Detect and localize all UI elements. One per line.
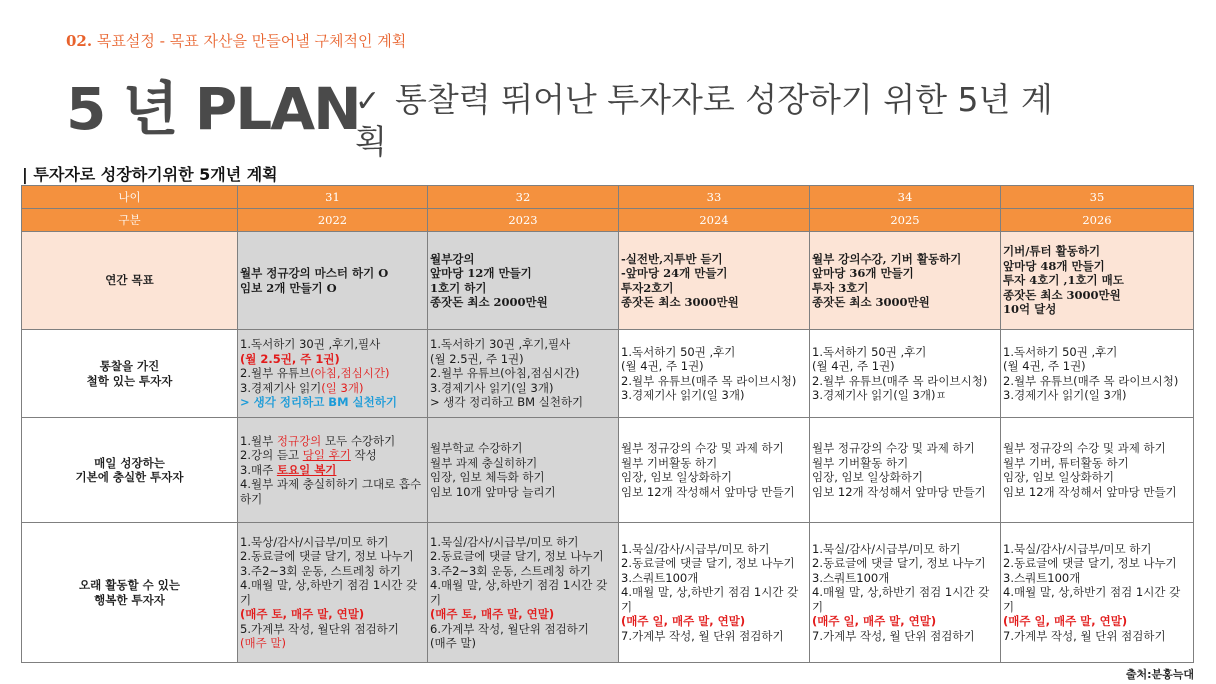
age-cell: 35 xyxy=(1001,186,1194,209)
year-cell: 2026 xyxy=(1001,209,1194,232)
goal-cell: -실전반,지투반 듣기 -앞마당 24개 만들기 투자2호기 종잣돈 최소 3000만원 xyxy=(619,232,810,330)
goal-cell: 기버/튜터 활동하기 앞마당 48개 만들기 투자 4호기 ,1호기 매도 종잣돈 최소 3000만원 10억 달성 xyxy=(1001,232,1194,330)
age-cell: 34 xyxy=(810,186,1001,209)
plan-cell: 1.묵실/감사/시급부/미모 하기 2.동료글에 댓글 달기, 정보 나누기 3.스쿼트100개 4.매월 말, 상,하반기 점검 1시간 갖기 (매주 일, 매주 말, 연말) 7.가계부 작성, 월 단위 점검하기 xyxy=(619,523,810,663)
plan-cell: 1.묵실/감사/시급부/미모 하기 2.동료글에 댓글 달기, 정보 나누기 3.주2~3회 운동, 스트레칭 하기 4.매월 말, 상,하반기 점검 1시간 갖기 (매주 토, 매주 말, 연말) 6.가계부 작성, 월단위 점검하기 (매주 말) xyxy=(428,523,619,663)
goal-cell: 월부 강의수강, 기버 활동하기 앞마당 36개 만들기 투자 3호기 종잣돈 최소 3000만원 xyxy=(810,232,1001,330)
annual-goal-row xyxy=(22,232,1194,330)
plan-cell: 1.묵상/감사/시급부/미모 하기 2.동료글에 댓글 달기, 정보 나누기 3.주2~3회 운동, 스트레칭 하기 4.매월 말, 상,하반기 점검 1시간 갖기 (매주 토, 매주 말, 연말) 5.가계부 작성, 월단위 점검하기 (매주 말) xyxy=(238,523,428,663)
plan-cell: 1.독서하기 30권 ,후기,필사 (월 2.5권, 주 1권) 2.월부 유튜브(아침,점심시간) 3.경제기사 읽기(일 3개) > 생각 정리하고 BM 실천하기 xyxy=(428,330,619,418)
goal-statement: ✓ 통찰력 뛰어난 투자자로 성장하기 위한 5년 계획 xyxy=(355,80,1053,161)
goal-cell: 월부 정규강의 마스터 하기 O 임보 2개 만들기 O xyxy=(238,232,428,330)
plan-cell: 월부 정규강의 수강 및 과제 하기 월부 기버, 튜터활동 하기 임장, 임보 일상화하기 임보 12개 작성해서 앞마당 만들기 xyxy=(1001,418,1194,523)
happy-investor-row xyxy=(22,523,1194,663)
page-title: 5 년 PLAN xyxy=(66,75,360,143)
age-label: 나이 xyxy=(22,186,238,209)
plan-cell: 월부학교 수강하기 월부 과제 충실히하기 임장, 임보 체득화 하기 임보 10개 앞마당 늘리기 xyxy=(428,418,619,523)
source-credit: 출처:분홍늑대 xyxy=(1125,668,1194,681)
insight-row xyxy=(22,330,1194,418)
age-cell: 32 xyxy=(428,186,619,209)
plan-cell: 월부 정규강의 수강 및 과제 하기 월부 기버활동 하기 임장, 임보 일상화하기 임보 12개 작성해서 앞마당 만들기 xyxy=(810,418,1001,523)
check-icon: ✓ xyxy=(355,84,381,119)
row-label: 매일 성장하는 기본에 충실한 투자자 xyxy=(22,418,238,523)
table-heading: | 투자자로 성장하기위한 5개년 계획 xyxy=(22,165,278,184)
goal-cell: 월부강의 앞마당 12개 만들기 1호기 하기 종잣돈 최소 2000만원 xyxy=(428,232,619,330)
plan-cell: 1.묵실/감사/시급부/미모 하기 2.동료글에 댓글 달기, 정보 나누기 3.스쿼트100개 4.매월 말, 상,하반기 점검 1시간 갖기 (매주 일, 매주 말, 연말) 7.가계부 작성, 월 단위 점검하기 xyxy=(1001,523,1194,663)
age-cell: 31 xyxy=(238,186,428,209)
plan-cell: 1.독서하기 50권 ,후기 (월 4권, 주 1권) 2.월부 유튜브(매주 목 라이브시청) 3.경제기사 읽기(일 3개)ㅍ xyxy=(810,330,1001,418)
daily-growth-row xyxy=(22,418,1194,523)
row-label: 오래 활동할 수 있는 행복한 투자자 xyxy=(22,523,238,663)
year-cell: 2022 xyxy=(238,209,428,232)
plan-cell: 월부 정규강의 수강 및 과제 하기 월부 기버활동 하기 임장, 임보 일상화하기 임보 12개 작성해서 앞마당 만들기 xyxy=(619,418,810,523)
age-row xyxy=(22,186,1194,209)
year-row xyxy=(22,209,1194,232)
plan-cell: 1.독서하기 50권 ,후기 (월 4권, 주 1권) 2.월부 유튜브(매주 목 라이브시청) 3.경제기사 읽기(일 3개) xyxy=(1001,330,1194,418)
plan-cell: 1.묵실/감사/시급부/미모 하기 2.동료글에 댓글 달기, 정보 나누기 3.스쿼트100개 4.매월 말, 상,하반기 점검 1시간 갖기 (매주 일, 매주 말, 연말) 7.가계부 작성, 월 단위 점검하기 xyxy=(810,523,1001,663)
age-cell: 33 xyxy=(619,186,810,209)
section-subtitle: 02. 목표설정 - 목표 자산을 만들어낼 구체적인 계획 xyxy=(66,32,407,50)
row-label: 통찰을 가진 철학 있는 투자자 xyxy=(22,330,238,418)
plan-cell: 1.독서하기 30권 ,후기,필사 (월 2.5권, 주 1권) 2.월부 유튜브(아침,점심시간) 3.경제기사 읽기(일 3개) > 생각 정리하고 BM 실천하기 xyxy=(238,330,428,418)
row-label: 연간 목표 xyxy=(22,232,238,330)
year-cell: 2023 xyxy=(428,209,619,232)
plan-table xyxy=(21,185,1194,663)
year-cell: 2025 xyxy=(810,209,1001,232)
year-label: 구분 xyxy=(22,209,238,232)
year-cell: 2024 xyxy=(619,209,810,232)
plan-cell: 1.독서하기 50권 ,후기 (월 4권, 주 1권) 2.월부 유튜브(매주 목 라이브시청) 3.경제기사 읽기(일 3개) xyxy=(619,330,810,418)
plan-cell: 1.월부 정규강의 모두 수강하기 2.강의 듣고 당일 후기 작성 3.매주 토요일 복기 4.월부 과제 충실히하기 그대로 흡수하기 xyxy=(238,418,428,523)
